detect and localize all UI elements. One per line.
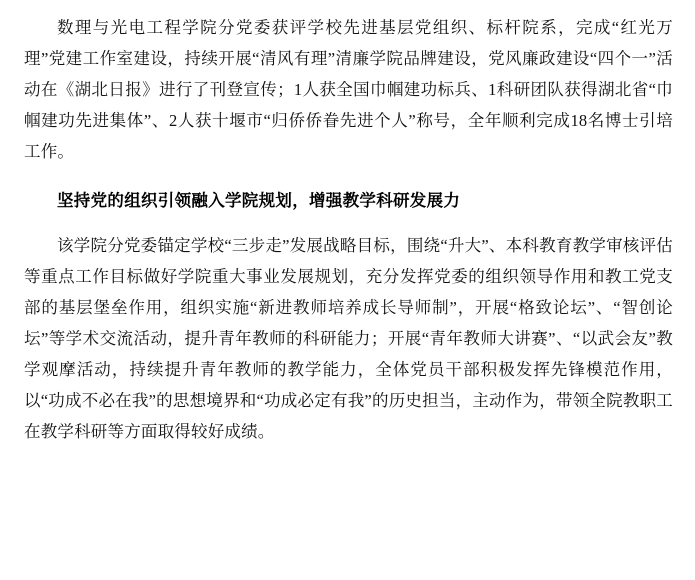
section-heading-party-leadership: 坚持党的组织引领融入学院规划，增强教学科研发展力 — [57, 191, 461, 210]
paragraph-development-plan: 该学院分党委锚定学校“三步走”发展战略目标，围绕“升大”、本科教育教学审核评估等重点工作目标做好学院重大事业发展规划，充分发挥党委的组织领导作用和教工党支部的基层堡垒作用，组织实施“新进教师培养成长导师制”，开展“格致论坛”、“智创论坛”等学术交流活动，提升青年教师的科研能力；开展“青年教师大讲赛”、“以武会友”教学观摩活动，持续提升青年教师的教学能力，全体党员干部积极发挥先锋模范作用，以“功成不必在我”的思想境界和“功成必定有我”的历史担当，主动作为，带领全院教职工在教学科研等方面取得较好成绩。 — [24, 236, 673, 441]
paragraph-party-building: 数理与光电工程学院分党委获评学校先进基层党组织、标杆院系，完成“红光万理”党建工作室建设，持续开展“清风有理”清廉学院品牌建设，党风廉政建设“四个一”活动在《湖北日报》进行了刊登宣传；1人获全国巾帼建功标兵、1科研团队获得湖北省“巾帼建功先进集体”、2人获十堰市“归侨侨眷先进个人”称号，全年顺利完成18名博士引培工作。 — [24, 18, 673, 161]
